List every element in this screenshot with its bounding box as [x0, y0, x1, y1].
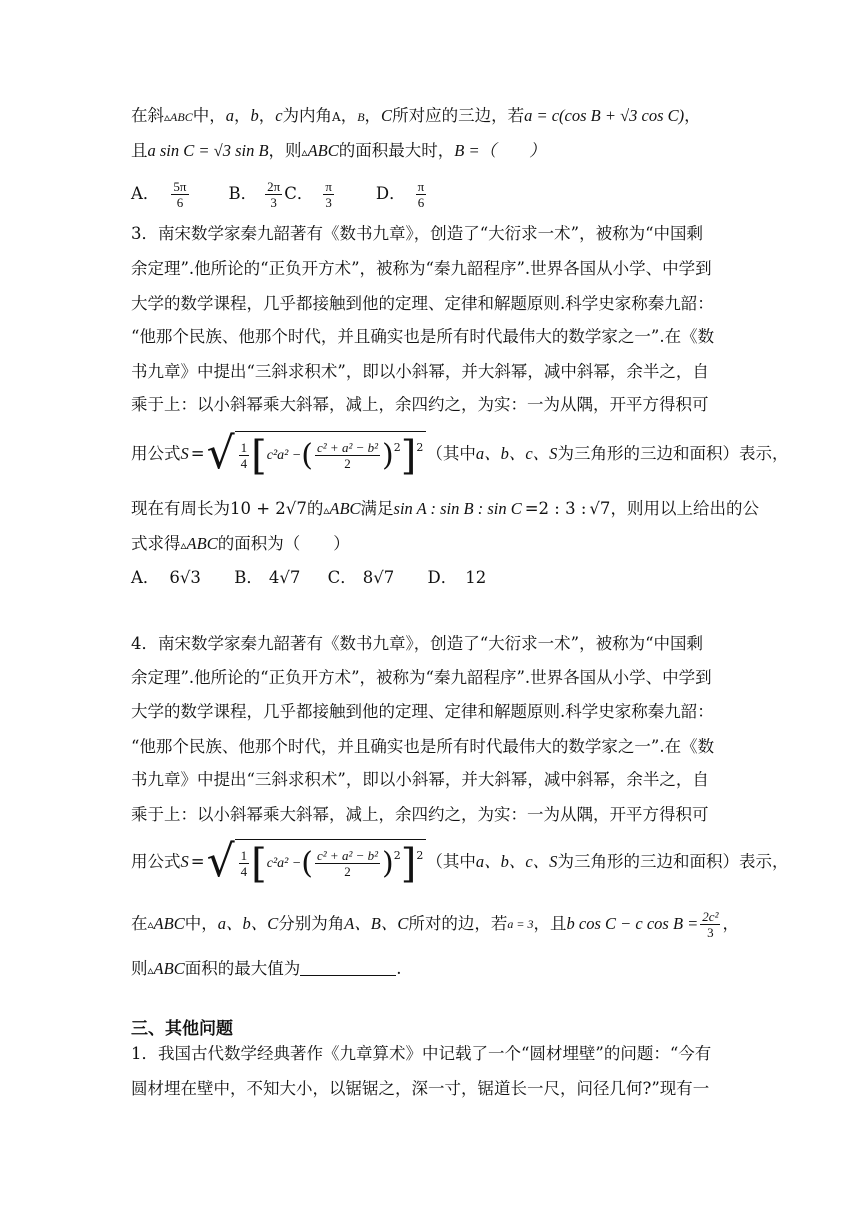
- fraction-den: 6: [176, 194, 184, 210]
- q3-formula-line: [131, 424, 789, 484]
- triangle-symbol: ▵: [147, 917, 154, 931]
- text: 为内角: [282, 106, 333, 125]
- math-abc: ABC: [186, 534, 218, 553]
- math-vars: a、b、C: [217, 914, 279, 933]
- fraction-den: 4: [240, 864, 248, 879]
- q3-options: [131, 566, 731, 590]
- text: （其中: [426, 852, 476, 871]
- fraction-num: 2π: [267, 178, 281, 194]
- sqrt-body: [235, 839, 427, 886]
- option-label: C．: [327, 568, 357, 587]
- fraction-den: 6: [417, 194, 425, 210]
- text: 在斜: [131, 106, 164, 125]
- text: ，: [258, 106, 276, 125]
- option-value: 4√7: [268, 568, 301, 587]
- text: 中，: [192, 106, 226, 125]
- text: .: [396, 959, 402, 978]
- sqrt: [206, 836, 427, 887]
- q3-line-4: “他那个民族、他那个时代，并且确实也是所有时代最伟大的数学家之一”.在《数: [131, 327, 715, 346]
- section3-q1-line-1: 1．我国古代数学经典著作《九章算术》中记载了一个“圆材埋壁”的问题：“今有: [131, 1044, 712, 1063]
- fraction: [171, 179, 188, 210]
- option-d[interactable]: [427, 566, 486, 590]
- fraction-num: 1: [240, 848, 248, 863]
- right-paren-icon: ): [382, 437, 394, 473]
- math-var: a: [225, 106, 234, 125]
- option-c[interactable]: [328, 566, 395, 590]
- math-var: S: [180, 444, 189, 463]
- text: 面积的最大值为: [184, 959, 301, 978]
- triangle-symbol: ▵: [147, 963, 154, 977]
- math-vars: a、b、c、S: [475, 852, 558, 871]
- q4-line-6: 乘于上：以小斜幂乘大斜幂，减上，余四约之，为实：一为从隅，开平方得积可: [131, 805, 709, 824]
- fraction: [239, 848, 250, 879]
- text: ，: [340, 106, 358, 125]
- q3-line-9: [131, 532, 731, 557]
- fraction-den: 3: [707, 924, 714, 940]
- option-label: C．: [284, 183, 314, 203]
- q3-line-6: 乘于上：以小斜幂乘大斜幂，减上，余四约之，为实：一为从隅，开平方得积可: [131, 395, 709, 414]
- text: 所对应的三边，若: [392, 106, 525, 125]
- q4-line-5: 书九章》中提出“三斜求积术”，即以小斜幂，并大斜幂，减中斜幂，余半之，自: [131, 770, 709, 789]
- text: ，则: [268, 141, 302, 160]
- option-label: A．: [131, 183, 160, 203]
- text: 满足: [360, 499, 394, 518]
- fraction: [323, 179, 334, 210]
- radical-icon: √: [206, 836, 235, 887]
- q-prev-line-1: [131, 104, 731, 129]
- text: 的面积为（ ）: [217, 534, 350, 553]
- q4-line-2: 余定理”.他所论的“正负开方术”，被称为“秦九韶程序”.世界各国从小学、中学到: [131, 668, 712, 687]
- text: 现在有周长为: [131, 499, 230, 518]
- triangle-symbol: ▵: [301, 145, 308, 159]
- right-paren-icon: ): [382, 845, 394, 881]
- fraction-den: 3: [270, 194, 277, 210]
- text: 为三角形的三边和面积）表示，: [557, 444, 789, 463]
- triangle-symbol: ▵: [180, 538, 187, 552]
- fraction-num: 2c²: [702, 908, 719, 924]
- math-condition: a = 3: [507, 917, 534, 931]
- fraction-den: 2: [344, 864, 351, 879]
- fraction: [416, 179, 427, 210]
- radical-icon: √: [206, 428, 235, 479]
- text: ，: [722, 914, 739, 933]
- q3-line-8: [131, 497, 759, 522]
- left-bracket-icon: [: [251, 432, 267, 479]
- q3-line-3: 大学的数学课程，几乎都接触到他的定理、定律和解题原则.科学史家称秦九韶：: [131, 294, 714, 313]
- q4-line-1: 4．南宋数学家秦九韶著有《数书九章》，创造了“大衍求一术”，被称为“中国剩: [131, 634, 704, 653]
- left-bracket-icon: [: [251, 840, 267, 887]
- left-paren-icon: (: [301, 437, 314, 473]
- superscript: 2: [416, 848, 424, 862]
- option-a[interactable]: [131, 179, 191, 210]
- option-value: 6√3: [169, 568, 201, 587]
- option-label: B．: [228, 183, 258, 203]
- q4-line-9: [131, 957, 731, 982]
- option-label: D．: [427, 568, 458, 587]
- fraction-den: 2: [344, 456, 351, 471]
- fraction-num: 1: [240, 440, 248, 455]
- section-heading: 三、其他问题: [131, 1019, 233, 1039]
- fraction-num: c² + a² − b²: [317, 848, 379, 863]
- math-term: c²a² −: [266, 855, 302, 871]
- option-value: 8√7: [362, 568, 395, 587]
- fraction: [315, 848, 380, 879]
- math-equation: a sin C = √3 sin B: [147, 141, 269, 160]
- text: 所对的边，若: [408, 914, 508, 933]
- q3-line-2: 余定理”.他所论的“正负开方术”，被称为“秦九韶程序”.世界各国从小学、中学到: [131, 259, 712, 278]
- text: 为三角形的三边和面积）表示，: [557, 852, 789, 871]
- text: ，且: [533, 914, 567, 933]
- answer-blank[interactable]: [300, 957, 396, 976]
- q3-line-5: 书九章》中提出“三斜求积术”，即以小斜幂，并大斜幂，减中斜幂，余半之，自: [131, 362, 709, 381]
- superscript: 2: [393, 440, 401, 454]
- fraction-num: c² + a² − b²: [317, 440, 379, 455]
- fraction: [239, 440, 250, 471]
- math-ratio: sin A : sin B : sin C: [393, 499, 522, 518]
- q4-line-4: “他那个民族、他那个时代，并且确实也是所有时代最伟大的数学家之一”.在《数: [131, 737, 715, 756]
- math-vars: a、b、c、S: [475, 444, 558, 463]
- math-abc: ABC: [153, 959, 185, 978]
- fraction-num: π: [325, 178, 332, 194]
- sqrt: [206, 428, 427, 479]
- q3-line-1: 3．南宋数学家秦九韶著有《数书九章》，创造了“大衍求一术”，被称为“中国剩: [131, 224, 704, 243]
- math-var: b: [250, 106, 259, 125]
- option-a[interactable]: [131, 566, 201, 590]
- text: ，: [364, 106, 382, 125]
- text: 分别为角: [278, 914, 345, 933]
- text: 中，: [184, 914, 218, 933]
- sqrt-body: [235, 431, 427, 478]
- math-var: c: [275, 106, 283, 125]
- option-label: B．: [234, 568, 263, 587]
- option-c[interactable]: [284, 179, 336, 210]
- math-var: C: [381, 106, 393, 125]
- text: 的面积最大时，: [338, 141, 455, 160]
- text: 的: [306, 499, 324, 518]
- math-sqrt: √7: [589, 499, 611, 518]
- q4-formula-line: [131, 832, 789, 892]
- text: 且: [131, 141, 148, 160]
- q-prev-line-2: [131, 139, 731, 164]
- heron-formula: [181, 424, 427, 484]
- q4-line-8: [131, 906, 739, 942]
- math-ratio-value: =2 : 3 :: [524, 499, 587, 518]
- math-equation: b cos C − c cos B =: [566, 914, 699, 933]
- fraction: [700, 909, 720, 940]
- triangle-symbol: ▵: [323, 503, 330, 517]
- text: 式求得: [131, 534, 181, 553]
- text: ，则用以上给出的公: [610, 499, 759, 518]
- option-label: A．: [131, 568, 160, 587]
- math-equation: a = c(cos B + √3 cos C): [524, 106, 685, 125]
- option-d[interactable]: [376, 179, 428, 210]
- text: 用公式: [131, 852, 181, 871]
- text: ，: [233, 106, 251, 125]
- text: 则: [131, 959, 148, 978]
- fraction: [265, 179, 282, 210]
- option-label: D．: [375, 183, 406, 203]
- text: 在: [131, 914, 148, 933]
- text: B =（ ）: [454, 141, 546, 160]
- right-bracket-icon: ]: [400, 840, 417, 887]
- fraction-den: 4: [240, 456, 248, 471]
- math-var: B: [357, 110, 365, 124]
- superscript: 2: [416, 440, 424, 454]
- right-bracket-icon: ]: [400, 432, 417, 479]
- q-prev-options: [131, 176, 731, 212]
- option-value: 12: [465, 568, 487, 587]
- math-angles: A、B、C: [344, 914, 409, 933]
- q4-line-3: 大学的数学课程，几乎都接触到他的定理、定律和解题原则.科学史家称秦九韶：: [131, 702, 714, 721]
- text: （其中: [426, 444, 476, 463]
- left-paren-icon: (: [301, 845, 314, 881]
- section3-q1-line-2: 圆材埋在壁中，不知大小，以锯锯之，深一寸，锯道长一尺，问径几何?”现有一: [131, 1079, 710, 1098]
- math-var: A: [332, 110, 341, 124]
- fraction-num: 5π: [173, 178, 187, 194]
- fraction-den: 3: [325, 194, 332, 210]
- math-abc: ABC: [153, 914, 185, 933]
- fraction: [315, 440, 380, 471]
- math-abc: ABC: [329, 499, 361, 518]
- heron-formula: [181, 832, 427, 892]
- option-b[interactable]: [234, 566, 300, 590]
- fraction-num: π: [417, 178, 425, 194]
- math-abc: ABC: [170, 110, 193, 124]
- superscript: 2: [393, 848, 401, 862]
- math-term: c²a² −: [266, 447, 302, 463]
- math-perimeter: 10 + 2√7: [230, 499, 307, 518]
- text: 用公式: [131, 444, 181, 463]
- math-var: S: [180, 852, 189, 871]
- text: ，: [684, 106, 701, 125]
- math-eq: =: [190, 444, 205, 463]
- option-b[interactable]: [229, 179, 285, 210]
- math-abc: ABC: [307, 141, 339, 160]
- math-eq: =: [190, 852, 205, 871]
- triangle-symbol: ▵: [164, 110, 171, 124]
